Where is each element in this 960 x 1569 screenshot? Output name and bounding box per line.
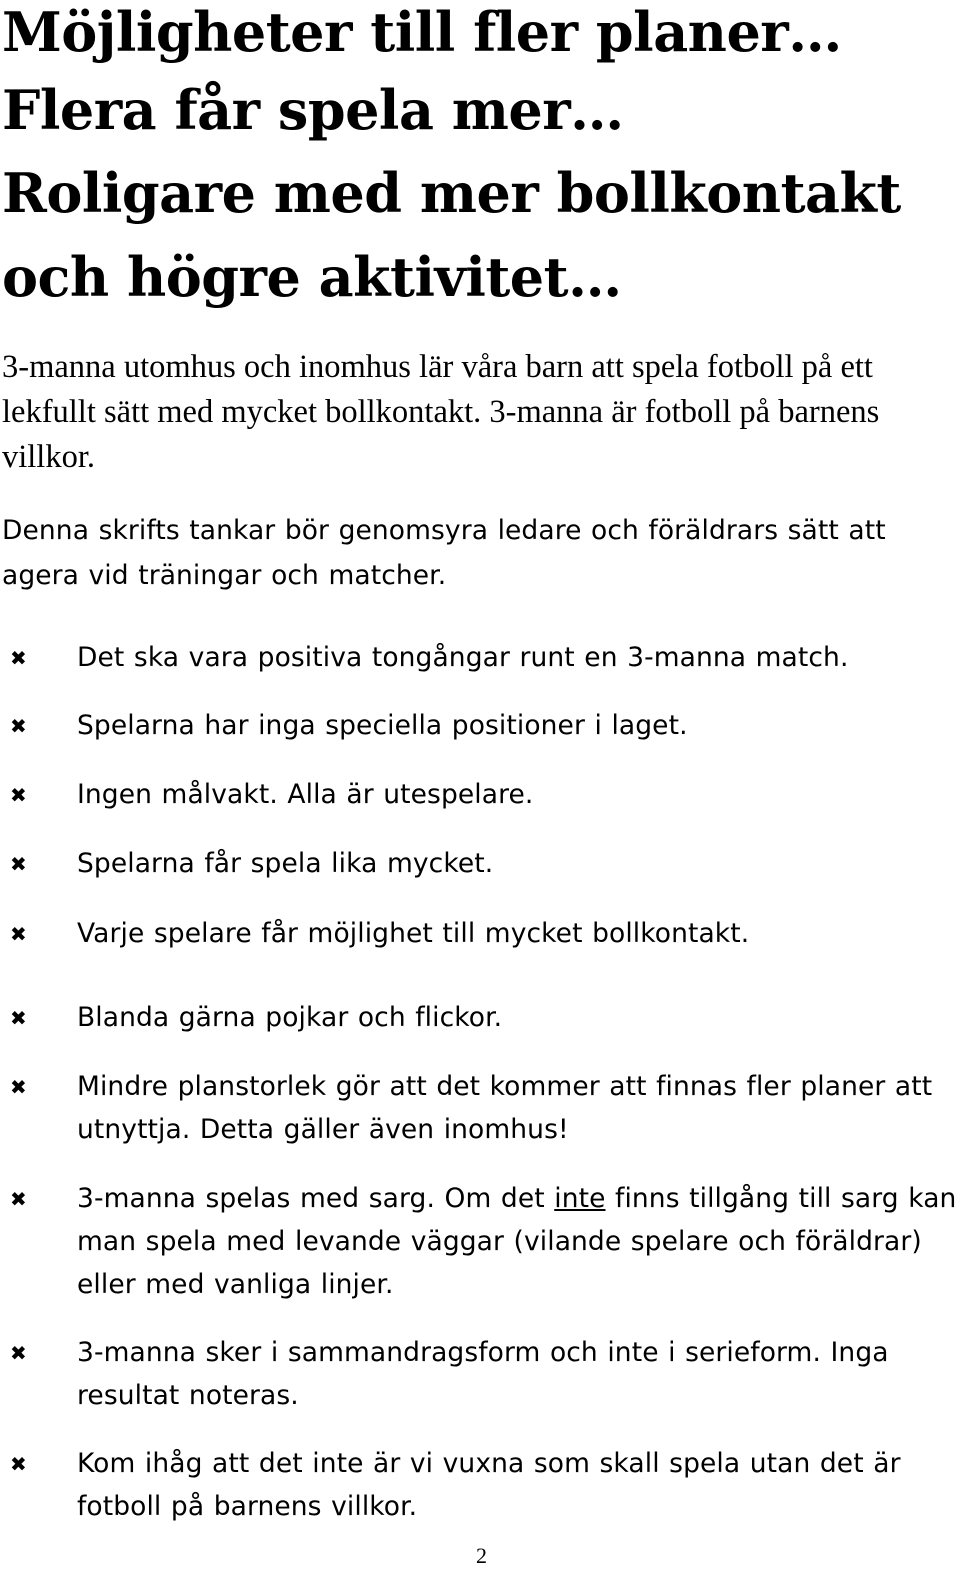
list-item-text: Spelarna får spela lika mycket.	[77, 848, 494, 879]
list-item-text: 3-manna sker i sammandragsform och inte i serieform. Inga resultat noteras.	[77, 1337, 889, 1411]
list-item-text-end: finns tillgång till sarg kan man spela med levande väggar (vilande spelare och föräldrar) eller med vanliga linjer.	[77, 1183, 957, 1300]
list-item-text: Kom ihåg att det inte är vi vuxna som skall spela utan det är fotboll på barnens villkor.	[77, 1448, 901, 1522]
list-item-text: Spelarna har inga speciella positioner i laget.	[77, 710, 688, 741]
list-item-text: Det ska vara positiva tongångar runt en 3-manna match.	[77, 642, 849, 673]
headline-line-1: Möjligheter till fler planer…	[2, 0, 842, 64]
list-item-text: Mindre planstorlek gör att det kommer att finnas fler planer att utnyttja. Detta gäller även inomhus!	[77, 1071, 933, 1145]
headline-line-2: Flera får spela mer…	[2, 78, 624, 142]
x-mark-icon: ✖	[10, 1187, 27, 1211]
x-mark-icon: ✖	[10, 1341, 27, 1365]
underlined-word: inte	[554, 1183, 606, 1214]
x-mark-icon: ✖	[10, 852, 27, 876]
x-mark-icon: ✖	[10, 714, 27, 738]
intro-paragraph: 3-manna utomhus och inomhus lär våra barn att spela fotboll på ett lekfullt sätt med mycket bollkontakt. 3-manna är fotboll på barnens villkor.	[2, 349, 880, 475]
x-mark-icon: ✖	[10, 783, 27, 807]
headline-line-3: Roligare med mer bollkontakt	[2, 161, 901, 225]
page-number: 2	[476, 1543, 487, 1568]
list-item-text: Blanda gärna pojkar och flickor.	[77, 1002, 503, 1033]
list-item-text-start: 3-manna spelas med sarg. Om det	[77, 1183, 555, 1214]
list-item-text: Varje spelare får möjlighet till mycket bollkontakt.	[77, 918, 750, 949]
x-mark-icon: ✖	[10, 1075, 27, 1099]
body-paragraph: Denna skrifts tankar bör genomsyra ledare och föräldrars sätt att agera vid träningar och matcher.	[2, 515, 886, 591]
headline-line-4: och högre aktivitet…	[2, 245, 622, 309]
x-mark-icon: ✖	[10, 1452, 27, 1476]
x-mark-icon: ✖	[10, 922, 27, 946]
x-mark-icon: ✖	[10, 1006, 27, 1030]
list-item-text	[77, 1177, 957, 1306]
list-item-text: Ingen målvakt. Alla är utespelare.	[77, 779, 534, 810]
x-mark-icon: ✖	[10, 646, 27, 670]
